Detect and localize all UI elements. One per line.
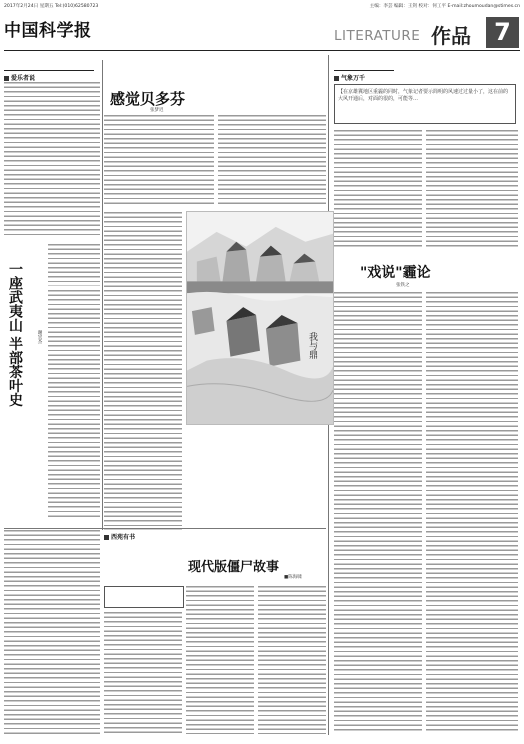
bottom-article-body-3 — [258, 586, 326, 734]
newspaper-logo: 中国科学报 — [4, 21, 92, 41]
section-marker-icon — [4, 76, 9, 81]
top-info-line — [4, 2, 520, 11]
page-number: 7 — [486, 17, 519, 48]
right-article-lead: 【在京雄冀地区重霾的同时，气象记者要示简明的风速过过量小了，这在前的大风开通后，对面的很的，可能等… — [334, 84, 516, 124]
bottom-article-title: 现代版僵尸故事 — [188, 560, 280, 575]
section-name: 作品 — [431, 24, 471, 48]
column-divider — [102, 60, 103, 530]
vertical-article-byline: 谢宗杰 — [37, 330, 42, 344]
right-article-body-3 — [334, 292, 422, 732]
section-name-latin: LITERATURE — [334, 28, 421, 44]
main-article-byline: 张梦迟 — [150, 108, 164, 113]
bottom-left-body — [4, 530, 100, 734]
section-label-bottom: 西苑有书 — [104, 530, 184, 541]
main-article-body-2 — [218, 115, 326, 207]
main-article-title: 感觉贝多芬 — [110, 90, 186, 108]
ink-painting-image — [187, 212, 333, 424]
masthead — [4, 12, 520, 48]
vertical-article-title: 一座武夷山 半部茶叶史 — [7, 262, 23, 407]
left-article-body — [4, 82, 100, 238]
section-label-left: 爱乐者说 — [4, 70, 94, 82]
right-article-title: "戏说"霾论 — [360, 265, 431, 281]
bottom-article-byline: ■陈海啸 — [284, 575, 302, 580]
vertical-article-body-2 — [104, 212, 182, 530]
right-article-body-4 — [426, 292, 518, 732]
editor-line: 主编：李芸 编辑：王剑 校对：何工平 E-mail:zhoumoudan@stimes.cn — [369, 4, 520, 9]
section-label-right: 气象万千 — [334, 70, 394, 82]
painting-caption: 我与鼎 — [307, 332, 317, 359]
ink-painting-illustration — [186, 211, 334, 425]
right-article-body-2 — [426, 130, 518, 248]
main-article-body-1 — [104, 115, 214, 207]
bottom-article-body-2 — [186, 586, 254, 734]
section-marker-icon — [104, 535, 109, 540]
vertical-article-lead — [48, 244, 100, 286]
vertical-article-body — [48, 290, 100, 520]
right-article-body-1 — [334, 130, 422, 248]
right-article-byline: 张铁之 — [396, 283, 410, 288]
date-line: 2017年2月24日 星期五 Tel:(010)62580723 — [4, 4, 99, 9]
bottom-article-lead — [104, 586, 184, 608]
bottom-article-body-1 — [104, 612, 182, 734]
header-rule — [4, 50, 520, 51]
bottom-section-rule — [4, 528, 326, 529]
section-marker-icon — [334, 76, 339, 81]
